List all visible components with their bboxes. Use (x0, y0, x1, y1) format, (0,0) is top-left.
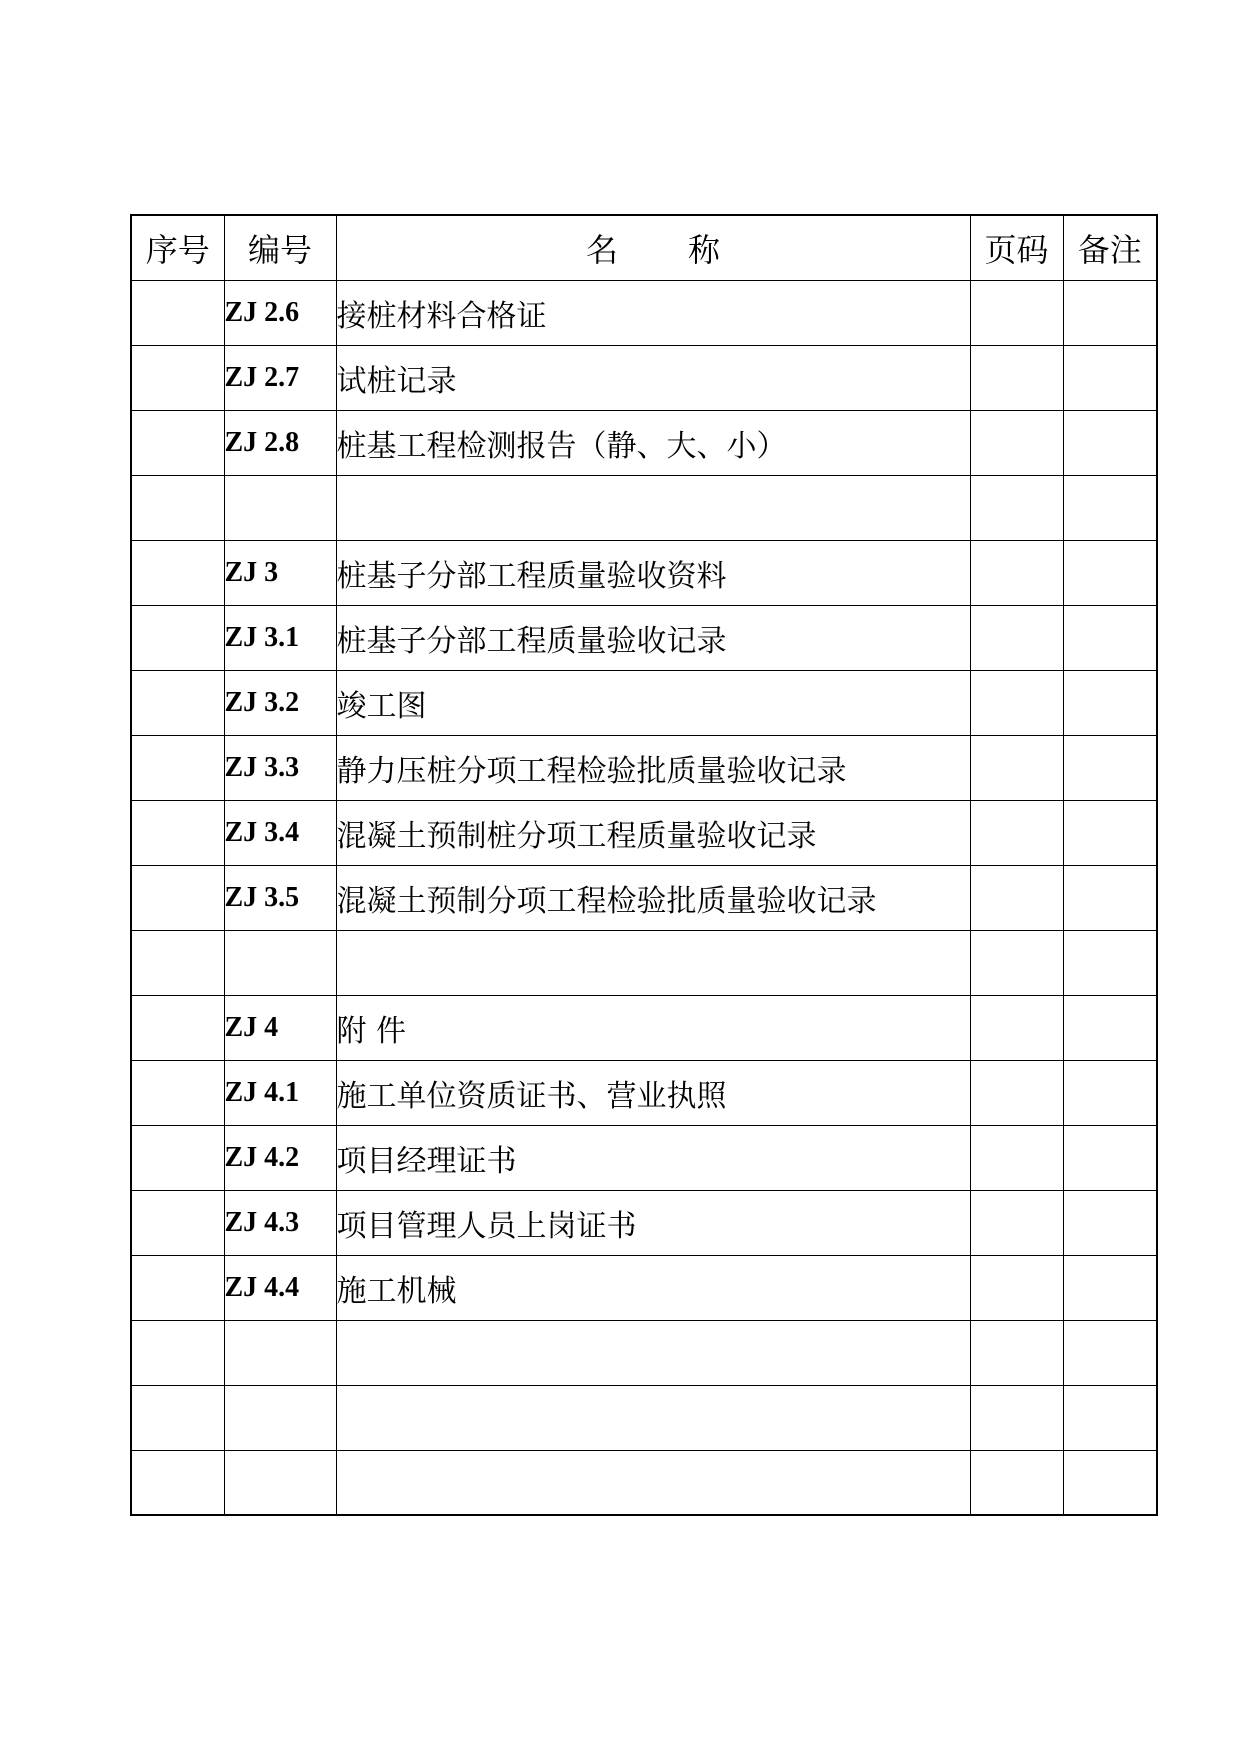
table-row (131, 1385, 1157, 1450)
table-row (131, 800, 1157, 865)
header-name-part-1: 名 (585, 230, 618, 269)
row-page-cell (970, 540, 1063, 605)
document-index-table (130, 214, 1158, 1516)
row-code-cell (224, 930, 336, 995)
row-seq-cell (131, 345, 224, 410)
header-seq: 序号 (131, 215, 224, 280)
table-header (131, 215, 1157, 280)
row-seq-cell (131, 670, 224, 735)
table-row (131, 1450, 1157, 1515)
row-seq-cell (131, 735, 224, 800)
row-seq-cell (131, 605, 224, 670)
row-note-cell (1063, 865, 1157, 930)
row-code-cell (224, 1385, 336, 1450)
header-name-part-2: 称 (688, 230, 721, 269)
table-row (131, 930, 1157, 995)
row-name-cell: 桩基子分部工程质量验收资料 (336, 540, 970, 605)
row-name-cell: 竣工图 (336, 670, 970, 735)
row-name-cell: 混凝土预制分项工程检验批质量验收记录 (336, 865, 970, 930)
table-row (131, 1060, 1157, 1125)
row-name-cell: 附 件 (336, 995, 970, 1060)
row-page-cell (970, 800, 1063, 865)
row-seq-cell (131, 1255, 224, 1320)
row-note-cell (1063, 670, 1157, 735)
row-page-cell (970, 670, 1063, 735)
row-seq-cell (131, 1190, 224, 1255)
row-name-cell: 项目经理证书 (336, 1125, 970, 1190)
row-name-cell (336, 1450, 970, 1515)
row-name-cell (336, 930, 970, 995)
row-note-cell (1063, 800, 1157, 865)
row-name-cell (336, 1320, 970, 1385)
row-note-cell (1063, 930, 1157, 995)
table-row (131, 345, 1157, 410)
row-page-cell (970, 475, 1063, 540)
row-code-cell: ZJ 3.2 (224, 670, 336, 735)
row-note-cell (1063, 540, 1157, 605)
row-note-cell (1063, 735, 1157, 800)
row-name-cell: 试桩记录 (336, 345, 970, 410)
row-code-cell (224, 1450, 336, 1515)
row-page-cell (970, 1320, 1063, 1385)
row-page-cell (970, 1450, 1063, 1515)
header-name (336, 215, 970, 280)
row-note-cell (1063, 1385, 1157, 1450)
row-note-cell (1063, 410, 1157, 475)
header-note: 备注 (1063, 215, 1157, 280)
row-seq-cell (131, 475, 224, 540)
table-row (131, 1255, 1157, 1320)
table-row (131, 995, 1157, 1060)
row-code-cell: ZJ 2.7 (224, 345, 336, 410)
row-code-cell (224, 475, 336, 540)
row-seq-cell (131, 1320, 224, 1385)
row-page-cell (970, 1190, 1063, 1255)
row-note-cell (1063, 475, 1157, 540)
row-note-cell (1063, 605, 1157, 670)
row-page-cell (970, 995, 1063, 1060)
row-name-cell: 施工机械 (336, 1255, 970, 1320)
table-row (131, 735, 1157, 800)
row-code-cell: ZJ 4 (224, 995, 336, 1060)
row-page-cell (970, 605, 1063, 670)
table-row (131, 605, 1157, 670)
row-code-cell: ZJ 4.2 (224, 1125, 336, 1190)
row-note-cell (1063, 1255, 1157, 1320)
row-code-cell: ZJ 3.3 (224, 735, 336, 800)
row-note-cell (1063, 1125, 1157, 1190)
row-page-cell (970, 1125, 1063, 1190)
row-name-cell: 接桩材料合格证 (336, 280, 970, 345)
row-seq-cell (131, 930, 224, 995)
row-seq-cell (131, 865, 224, 930)
row-page-cell (970, 865, 1063, 930)
row-seq-cell (131, 800, 224, 865)
row-page-cell (970, 930, 1063, 995)
row-note-cell (1063, 1060, 1157, 1125)
table-row (131, 1320, 1157, 1385)
row-code-cell: ZJ 2.6 (224, 280, 336, 345)
row-name-cell: 桩基工程检测报告（静、大、小） (336, 410, 970, 475)
row-page-cell (970, 735, 1063, 800)
row-name-cell: 施工单位资质证书、营业执照 (336, 1060, 970, 1125)
row-code-cell: ZJ 3.1 (224, 605, 336, 670)
row-seq-cell (131, 410, 224, 475)
table-row (131, 1190, 1157, 1255)
row-code-cell: ZJ 3.5 (224, 865, 336, 930)
row-page-cell (970, 345, 1063, 410)
row-code-cell: ZJ 3 (224, 540, 336, 605)
row-page-cell (970, 410, 1063, 475)
table-body (131, 280, 1157, 1515)
row-name-cell: 混凝土预制桩分项工程质量验收记录 (336, 800, 970, 865)
row-seq-cell (131, 540, 224, 605)
row-code-cell: ZJ 4.3 (224, 1190, 336, 1255)
row-code-cell (224, 1320, 336, 1385)
header-row (131, 215, 1157, 280)
table-row (131, 670, 1157, 735)
header-code: 编号 (224, 215, 336, 280)
row-seq-cell (131, 1125, 224, 1190)
row-seq-cell (131, 1060, 224, 1125)
row-page-cell (970, 1385, 1063, 1450)
row-code-cell: ZJ 3.4 (224, 800, 336, 865)
table-row (131, 865, 1157, 930)
row-seq-cell (131, 1450, 224, 1515)
row-page-cell (970, 1060, 1063, 1125)
row-note-cell (1063, 280, 1157, 345)
row-seq-cell (131, 1385, 224, 1450)
table-row (131, 410, 1157, 475)
row-note-cell (1063, 345, 1157, 410)
row-name-cell (336, 1385, 970, 1450)
table-row (131, 280, 1157, 345)
row-code-cell: ZJ 4.4 (224, 1255, 336, 1320)
table-row (131, 1125, 1157, 1190)
row-page-cell (970, 280, 1063, 345)
row-note-cell (1063, 1190, 1157, 1255)
row-seq-cell (131, 995, 224, 1060)
row-code-cell: ZJ 2.8 (224, 410, 336, 475)
row-note-cell (1063, 995, 1157, 1060)
row-name-cell: 静力压桩分项工程检验批质量验收记录 (336, 735, 970, 800)
row-seq-cell (131, 280, 224, 345)
table-row (131, 475, 1157, 540)
row-page-cell (970, 1255, 1063, 1320)
row-name-cell: 项目管理人员上岗证书 (336, 1190, 970, 1255)
header-page: 页码 (970, 215, 1063, 280)
row-name-cell: 桩基子分部工程质量验收记录 (336, 605, 970, 670)
row-code-cell: ZJ 4.1 (224, 1060, 336, 1125)
row-name-cell (336, 475, 970, 540)
row-note-cell (1063, 1320, 1157, 1385)
row-note-cell (1063, 1450, 1157, 1515)
table-row (131, 540, 1157, 605)
